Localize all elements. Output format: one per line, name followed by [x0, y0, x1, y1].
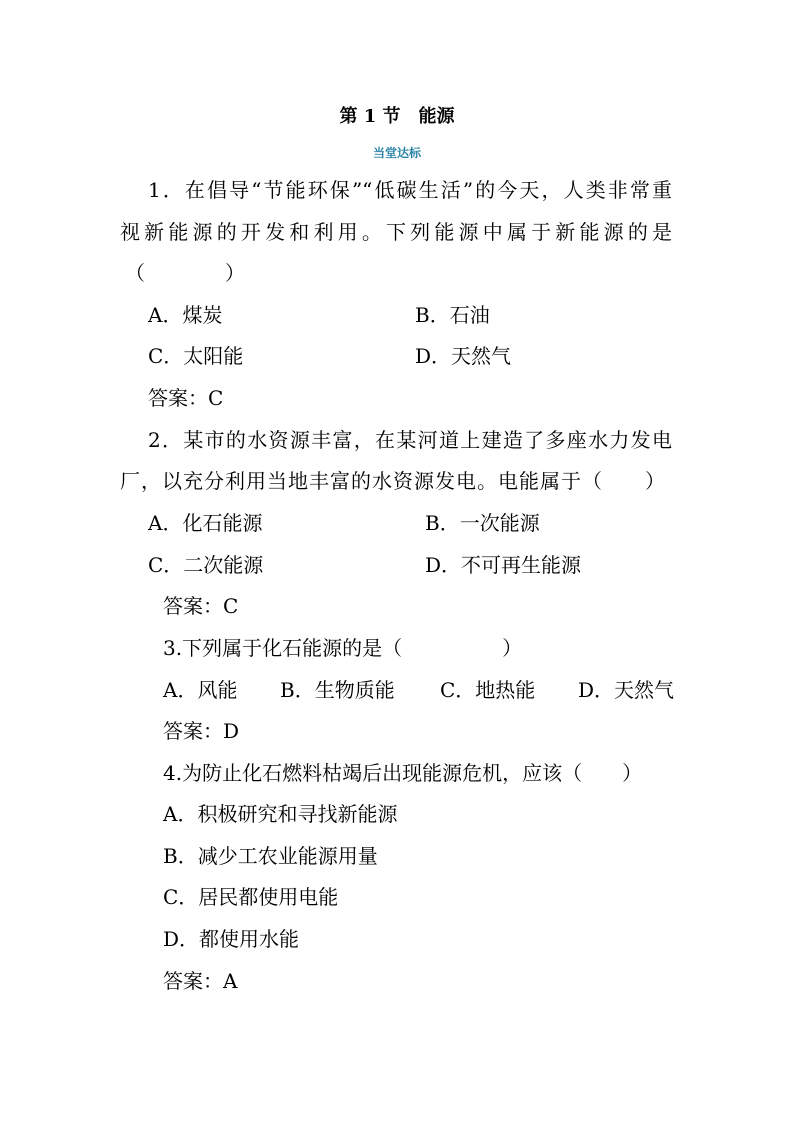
question-1-stem-line-1: 1．在倡导“节能环保”“低碳生活”的今天，人类非常重 [148, 178, 672, 202]
question-1-blank: （ ） [125, 261, 245, 285]
section-heading: 当堂达标 [372, 146, 421, 160]
question-1-stem-line-2: 视新能源的开发和利用。下列能源中属于新能源的是 [120, 220, 672, 244]
question-2-stem-line-1: 2．某市的水资源丰富，在某河道上建造了多座水力发电 [148, 428, 672, 452]
question-2-option-c: C．二次能源 [148, 553, 264, 577]
question-4-option-a: A．积极研究和寻找新能源 [163, 802, 398, 826]
question-3-stem: 3.下列属于化石能源的是（ ） [163, 636, 523, 660]
question-1-option-a: A．煤炭 [148, 303, 223, 327]
question-2-option-a: A．化石能源 [148, 511, 263, 535]
question-2-answer: 答案：C [163, 594, 239, 618]
question-3-option-b: B．生物质能 [280, 678, 395, 702]
question-2-option-b: B．一次能源 [425, 511, 540, 535]
question-4-stem: 4.为防止化石燃料枯竭后出现能源危机，应该（ ） [163, 761, 643, 785]
question-1-option-b: B．石油 [415, 303, 490, 327]
question-4-option-b: B．减少工农业能源用量 [163, 844, 378, 868]
question-4-option-d: D．都使用水能 [163, 927, 300, 951]
question-2-stem-line-2: 厂，以充分利用当地丰富的水资源发电。电能属于（ ） [120, 469, 665, 493]
question-3-answer: 答案：D [163, 719, 240, 743]
question-3-option-c: C．地热能 [440, 678, 536, 702]
question-1-option-c: C．太阳能 [148, 344, 244, 368]
question-4-answer: 答案：A [163, 969, 238, 993]
question-1-answer: 答案：C [148, 386, 224, 410]
page-title: 第 1 节 能源 [339, 106, 455, 127]
question-2-option-d: D．不可再生能源 [425, 553, 582, 577]
question-3-option-d: D．天然气 [578, 678, 675, 702]
question-4-option-c: C．居民都使用电能 [163, 885, 339, 909]
question-3-option-a: A．风能 [163, 678, 238, 702]
question-1-option-d: D．天然气 [415, 344, 512, 368]
